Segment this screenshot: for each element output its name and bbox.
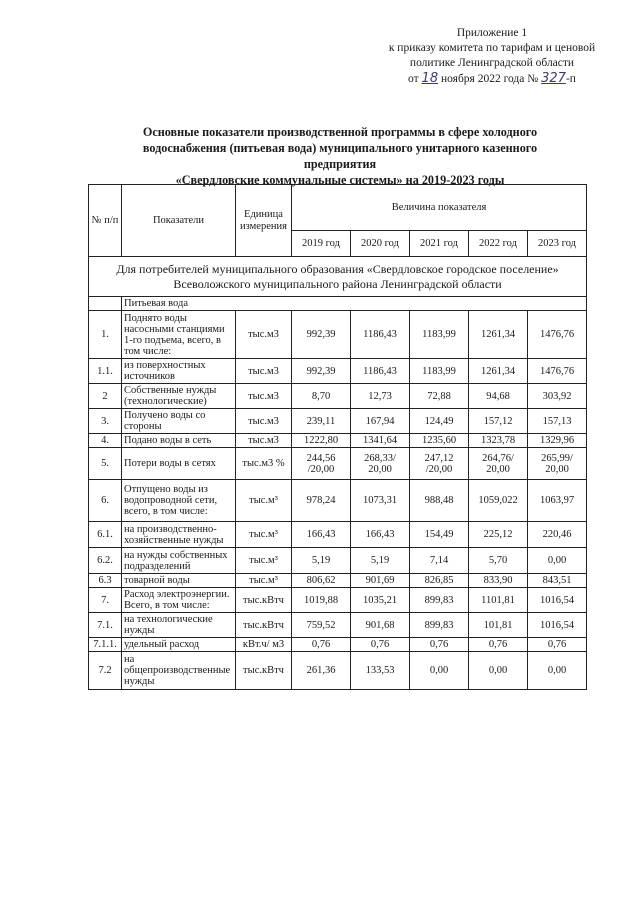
row-value-2021: 1235,60: [410, 434, 469, 448]
row-value-2022: 1261,34: [469, 311, 528, 359]
row-indicator-name: Собственные нужды (технологические): [122, 384, 236, 409]
row-indicator-name: на общепроизводственные нужды: [122, 652, 236, 690]
row-value-2019: 239,11: [292, 409, 351, 434]
table-row: [89, 652, 587, 690]
row-unit: тыс.м³: [236, 480, 292, 522]
row-value-2021: 72,88: [410, 384, 469, 409]
appendix-line-3: политике Ленинградской области: [409, 57, 575, 69]
row-value-2020: 268,33/ 20,00: [351, 448, 410, 480]
title-line-1: Основные показатели производственной программы в сфере холодного: [142, 125, 538, 139]
header-value-group: Величина показателя: [292, 185, 587, 231]
row-unit: тыс.м³: [236, 574, 292, 588]
row-value-2023: 1329,96: [528, 434, 587, 448]
row-value-2020: 1186,43: [351, 359, 410, 384]
header-year-2022: 2022 год: [469, 231, 528, 257]
row-number: 3.: [89, 409, 122, 434]
row-value-2022: 0,00: [469, 652, 528, 690]
appendix-line-2: к приказу комитета по тарифам и ценовой: [388, 42, 596, 54]
row-number: 6.: [89, 480, 122, 522]
header-year-2019: 2019 год: [292, 231, 351, 257]
row-value-2022: 101,81: [469, 613, 528, 638]
table-row: [89, 384, 587, 409]
row-value-2019: 261,36: [292, 652, 351, 690]
row-indicator-name: на нужды собственных подразделений: [122, 548, 236, 574]
row-value-2023: 303,92: [528, 384, 587, 409]
row-value-2020: 1341,64: [351, 434, 410, 448]
row-value-2022: 264,76/ 20,00: [469, 448, 528, 480]
row-value-2020: 167,94: [351, 409, 410, 434]
row-indicator-name: Подано воды в сеть: [122, 434, 236, 448]
header-year-2021: 2021 год: [410, 231, 469, 257]
table-row: [89, 522, 587, 548]
header-year-2020: 2020 год: [351, 231, 410, 257]
row-value-2022: 833,90: [469, 574, 528, 588]
row-value-2019: 244,56 /20,00: [292, 448, 351, 480]
row-value-2019: 978,24: [292, 480, 351, 522]
row-indicator-name: Поднято воды насосными станциями 1-го подъема, всего, в том числе:: [122, 311, 236, 359]
table-row: [89, 613, 587, 638]
row-value-2020: 1035,21: [351, 588, 410, 613]
row-value-2020: 5,19: [351, 548, 410, 574]
section-consumers: Для потребителей муниципального образования «Свердловское городское поселение» Всеволожского муниципального района Ленинградской области: [89, 257, 587, 297]
row-number: 6.2.: [89, 548, 122, 574]
table-row: [89, 311, 587, 359]
row-number: 7.1.: [89, 613, 122, 638]
row-value-2022: 157,12: [469, 409, 528, 434]
row-value-2021: 899,83: [410, 613, 469, 638]
header-indicator: Показатели: [122, 185, 236, 257]
row-indicator-name: Потери воды в сетях: [122, 448, 236, 480]
header-unit: Единица измерения: [236, 185, 292, 257]
appendix-header: [372, 26, 612, 87]
row-number: 1.: [89, 311, 122, 359]
row-unit: тыс.м³: [236, 522, 292, 548]
header-year-2023: 2023 год: [528, 231, 587, 257]
row-value-2023: 0,00: [528, 652, 587, 690]
row-value-2021: 1183,99: [410, 359, 469, 384]
row-unit: тыс.м3 %: [236, 448, 292, 480]
row-unit: кВт.ч/ м3: [236, 638, 292, 652]
table-row: [89, 480, 587, 522]
row-value-2021: 154,49: [410, 522, 469, 548]
row-value-2022: 5,70: [469, 548, 528, 574]
row-value-2019: 992,39: [292, 359, 351, 384]
row-value-2020: 1073,31: [351, 480, 410, 522]
row-value-2021: 0,00: [410, 652, 469, 690]
table-row: [89, 588, 587, 613]
row-unit: тыс.кВтч: [236, 652, 292, 690]
document-title: [110, 124, 570, 188]
row-value-2019: 5,19: [292, 548, 351, 574]
row-unit: тыс.м3: [236, 434, 292, 448]
row-value-2023: 265,99/ 20,00: [528, 448, 587, 480]
row-indicator-name: товарной воды: [122, 574, 236, 588]
row-indicator-name: Получено воды со стороны: [122, 409, 236, 434]
row-unit: тыс.м3: [236, 311, 292, 359]
table-row: [89, 574, 587, 588]
row-value-2020: 133,53: [351, 652, 410, 690]
row-unit: тыс.м3: [236, 409, 292, 434]
order-number-suffix: -п: [565, 73, 576, 85]
row-value-2022: 1323,78: [469, 434, 528, 448]
row-number: 4.: [89, 434, 122, 448]
table-row: [89, 434, 587, 448]
table-row: [89, 359, 587, 384]
row-unit: тыс.м³: [236, 548, 292, 574]
row-value-2023: 220,46: [528, 522, 587, 548]
header-no: № п/п: [89, 185, 122, 257]
row-number: 6.3: [89, 574, 122, 588]
title-line-3: «Свердловские коммунальные системы» на 2019-2023 годы: [175, 173, 505, 187]
row-indicator-name: Отпущено воды из водопроводной сети, всего, в том числе:: [122, 480, 236, 522]
row-value-2019: 1019,88: [292, 588, 351, 613]
row-indicator-name: удельный расход: [122, 638, 236, 652]
row-value-2023: 157,13: [528, 409, 587, 434]
row-value-2023: 0,00: [528, 548, 587, 574]
order-day-handwritten: 18: [421, 71, 439, 86]
row-indicator-name: из поверхностных источников: [122, 359, 236, 384]
row-value-2022: 225,12: [469, 522, 528, 548]
row-value-2021: 247,12 /20,00: [410, 448, 469, 480]
row-value-2020: 901,69: [351, 574, 410, 588]
order-number-handwritten: 327: [541, 71, 566, 86]
row-value-2023: 843,51: [528, 574, 587, 588]
indicators-table: [88, 184, 587, 690]
row-number: 7.: [89, 588, 122, 613]
row-value-2019: 806,62: [292, 574, 351, 588]
row-value-2019: 166,43: [292, 522, 351, 548]
row-value-2022: 94,68: [469, 384, 528, 409]
row-value-2020: 166,43: [351, 522, 410, 548]
row-value-2022: 1059,022: [469, 480, 528, 522]
row-unit: тыс.м3: [236, 384, 292, 409]
row-number: 6.1.: [89, 522, 122, 548]
row-value-2019: 8,70: [292, 384, 351, 409]
table-row: [89, 638, 587, 652]
row-value-2020: 0,76: [351, 638, 410, 652]
row-unit: тыс.м3: [236, 359, 292, 384]
table-row: [89, 448, 587, 480]
row-value-2021: 124,49: [410, 409, 469, 434]
appendix-line-4: [372, 71, 612, 87]
row-number: 1.1.: [89, 359, 122, 384]
row-value-2023: 0,76: [528, 638, 587, 652]
row-value-2020: 901,68: [351, 613, 410, 638]
row-number: 7.2: [89, 652, 122, 690]
table-row: [89, 548, 587, 574]
row-number: 2: [89, 384, 122, 409]
row-indicator-name: на производственно-хозяйственные нужды: [122, 522, 236, 548]
row-value-2020: 1186,43: [351, 311, 410, 359]
row-unit: тыс.кВтч: [236, 588, 292, 613]
row-value-2022: 0,76: [469, 638, 528, 652]
row-value-2019: 1222,80: [292, 434, 351, 448]
row-value-2021: 0,76: [410, 638, 469, 652]
order-date-prefix: от: [408, 73, 419, 85]
row-unit: тыс.кВтч: [236, 613, 292, 638]
title-line-2: водоснабжения (питьевая вода) муниципального унитарного казенного предприятия: [142, 141, 538, 171]
row-value-2022: 1261,34: [469, 359, 528, 384]
row-value-2019: 0,76: [292, 638, 351, 652]
row-value-2019: 759,52: [292, 613, 351, 638]
table-row: [89, 409, 587, 434]
row-value-2020: 12,73: [351, 384, 410, 409]
subsection-drinking-water: Питьевая вода: [122, 297, 587, 311]
row-value-2023: 1016,54: [528, 588, 587, 613]
row-number: 7.1.1.: [89, 638, 122, 652]
row-indicator-name: Расход электроэнергии. Всего, в том числе:: [122, 588, 236, 613]
row-value-2023: 1063,97: [528, 480, 587, 522]
row-value-2021: 7,14: [410, 548, 469, 574]
row-value-2023: 1476,76: [528, 359, 587, 384]
row-indicator-name: на технологические нужды: [122, 613, 236, 638]
row-value-2022: 1101,81: [469, 588, 528, 613]
row-value-2021: 1183,99: [410, 311, 469, 359]
row-number: 5.: [89, 448, 122, 480]
row-value-2023: 1016,54: [528, 613, 587, 638]
row-value-2021: 899,83: [410, 588, 469, 613]
order-date-middle: ноября 2022 года №: [440, 73, 539, 85]
row-value-2023: 1476,76: [528, 311, 587, 359]
appendix-line-1: Приложение 1: [456, 27, 528, 39]
subsection-no-cell: [89, 297, 122, 311]
row-value-2021: 826,85: [410, 574, 469, 588]
row-value-2021: 988,48: [410, 480, 469, 522]
row-value-2019: 992,39: [292, 311, 351, 359]
